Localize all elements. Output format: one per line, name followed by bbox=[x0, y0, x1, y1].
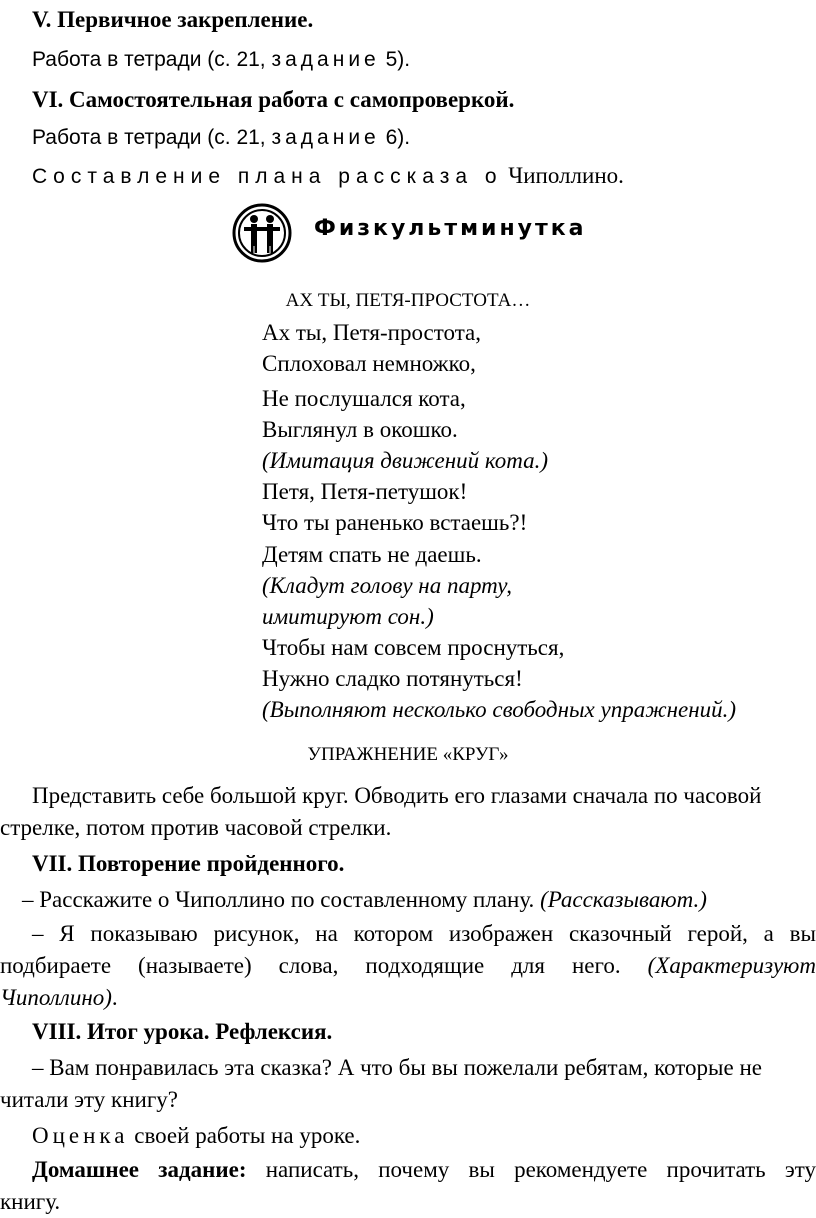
task-word: задание bbox=[271, 48, 380, 71]
poem-line: Детям спать не даешь. bbox=[262, 542, 482, 567]
two-children-icon bbox=[232, 203, 292, 263]
poem-stage-direction: (Выполняют несколько свободных упражнений.) bbox=[262, 697, 737, 722]
plan-line bbox=[32, 162, 624, 191]
homework-line bbox=[0, 1156, 816, 1184]
exercise-paragraph-line: стрелке, потом против часовой стрелки. bbox=[0, 815, 392, 840]
self-assessment-line bbox=[32, 1122, 360, 1150]
section-5-heading: V. Первичное закрепление. bbox=[32, 7, 314, 32]
plan-hero-name: Чиполлино. bbox=[502, 163, 624, 188]
workbook-text: Работа в тетради (с. 21, bbox=[32, 126, 272, 149]
section-6-workbook-line bbox=[32, 124, 410, 152]
task-number: 6). bbox=[379, 126, 411, 149]
characterize-note: (Характеризуют bbox=[647, 953, 816, 978]
workbook-text: Работа в тетради (с. 21, bbox=[32, 48, 272, 71]
assessment-word: Оценка bbox=[32, 1123, 129, 1148]
exercise-title: УПРАЖНЕНИЕ «КРУГ» bbox=[307, 744, 509, 765]
poem-line: Петя, Петя-петушок! bbox=[262, 479, 468, 504]
words-task: подбираете (называете) слова, подходящие для него. bbox=[0, 953, 648, 978]
task-number: 5). bbox=[379, 48, 411, 71]
poem-stage-direction: (Кладут голову на парту, bbox=[262, 573, 513, 598]
section-7-line bbox=[0, 984, 118, 1012]
poem-line: Нужно сладко потянуться! bbox=[262, 666, 523, 691]
homework-line: книгу. bbox=[0, 1189, 61, 1214]
section-6-heading: VI. Самостоятельная работа с самопроверкой. bbox=[32, 87, 515, 112]
retell-note: (Рассказывают.) bbox=[540, 887, 707, 912]
section-5-workbook-line bbox=[32, 46, 410, 74]
assessment-rest: своей работы на уроке. bbox=[128, 1123, 361, 1148]
poem-line: Ах ты, Петя-простота, bbox=[262, 320, 481, 345]
exercise-paragraph-line: Представить себе большой круг. Обводить его глазами сначала по часовой bbox=[32, 783, 762, 808]
poem-title: АХ ТЫ, ПЕТЯ-ПРОСТОТА… bbox=[285, 290, 531, 311]
section-7-line: – Я показываю рисунок, на котором изображен сказочный герой, а вы bbox=[32, 921, 816, 946]
plan-spaced-text: Составление плана рассказа о bbox=[32, 165, 503, 188]
poem-line: Сплоховал немножко, bbox=[262, 351, 476, 376]
hero-name: Чиполлино) bbox=[0, 985, 112, 1010]
homework-label: Домашнее задание: bbox=[32, 1157, 247, 1182]
section-8-line: читали эту книгу? bbox=[0, 1087, 178, 1112]
section-7-line bbox=[22, 886, 707, 914]
poem-line: Выглянул в окошко. bbox=[262, 417, 458, 442]
fizkult-title: Физкультминутка bbox=[314, 216, 587, 241]
section-8-heading: VIII. Итог урока. Рефлексия. bbox=[32, 1019, 333, 1044]
retell-request: – Расскажите о Чиполлино по составленному плану. bbox=[22, 887, 541, 912]
poem-line: Не послушался кота, bbox=[262, 386, 466, 411]
poem-stage-direction: имитируют сон.) bbox=[262, 604, 434, 629]
period: . bbox=[111, 985, 118, 1010]
section-7-line bbox=[0, 952, 816, 980]
poem-line: Чтобы нам совсем проснуться, bbox=[262, 635, 565, 660]
poem-stage-direction: (Имитация движений кота.) bbox=[262, 448, 549, 473]
task-word: задание bbox=[271, 126, 380, 149]
homework-text: написать, почему вы рекомендуете прочитать эту bbox=[246, 1157, 816, 1182]
section-7-heading: VII. Повторение пройденного. bbox=[32, 851, 345, 876]
poem-line: Что ты раненько встаешь?! bbox=[262, 510, 528, 535]
section-8-line: – Вам понравилась эта сказка? А что бы вы пожелали ребятам, которые не bbox=[32, 1055, 762, 1080]
